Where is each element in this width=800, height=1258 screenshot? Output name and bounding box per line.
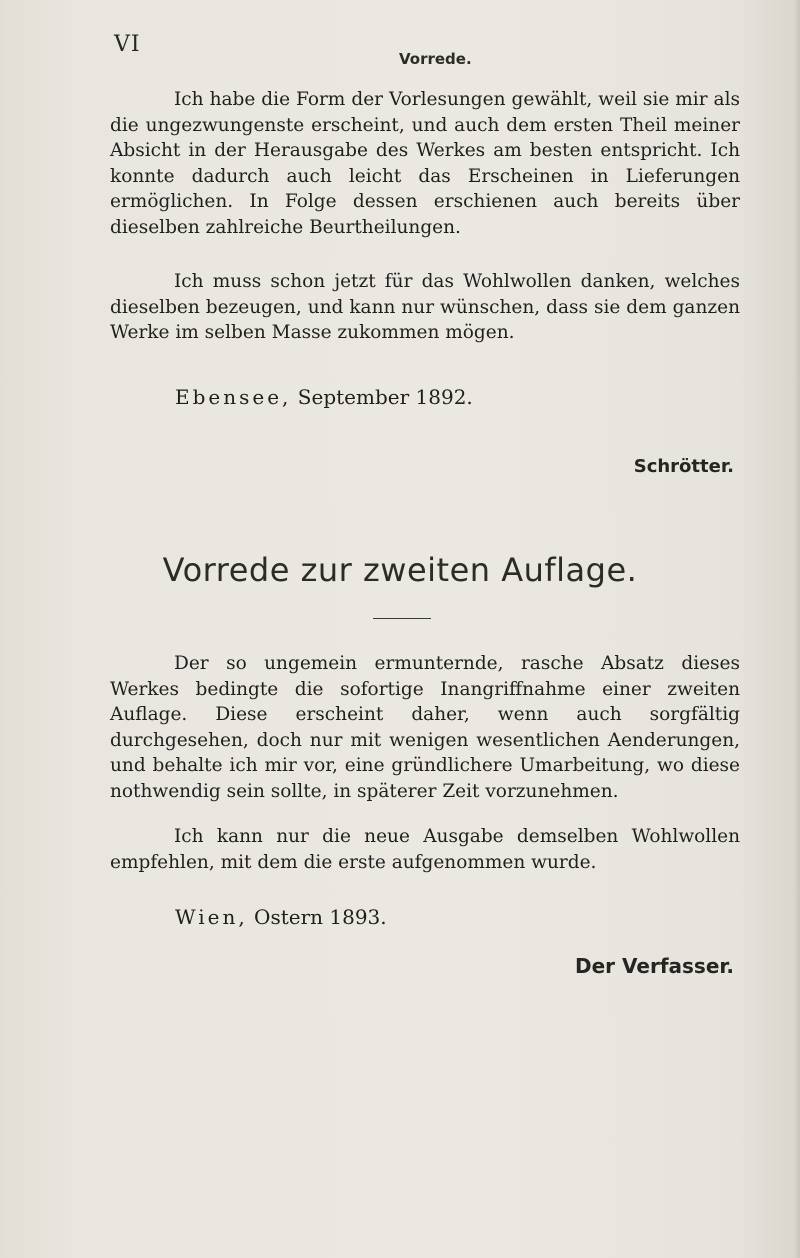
preface-paragraph-2: Ich muss schon jetzt für das Wohlwollen danken, welches dieselben bezeugen, und kann nur wünschen, dass sie dem ganzen Werke im selben Masse zukommen mögen.	[110, 271, 740, 344]
second-preface-paragraph-2: Ich kann nur die neue Ausgabe demselben Wohlwollen empfehlen, mit dem die erste aufgenommen wurde.	[110, 826, 740, 873]
second-preface-paragraph-1: Der so ungemein ermunternde, rasche Absatz dieses Werkes bedingte die sofortige Inangriffnahme einer zweiten Auflage. Diese erscheint daher, wenn auch sorgfältig durchgesehen, doch nur mit wenigen wesentlichen Aenderungen, und behalte ich mir vor, eine gründlichere Umarbeitung, wo diese nothwendig sein sollte, in späterer Zeit vorzunehmen.	[110, 653, 740, 802]
preface-place: Ebensee,	[175, 385, 292, 409]
preface-signature: Schrötter.	[633, 456, 734, 477]
second-preface-signature: Der Verfasser.	[575, 954, 734, 978]
preface-paragraph-1: Ich habe die Form der Vorlesungen gewählt, weil sie mir als die ungezwungenste erscheint, und auch dem ersten Theil meiner Absicht in der Herausgabe des Werkes am besten entspricht. Ich konnte dadurch auch leicht das Erscheinen in Lieferungen ermöglichen. In Folge dessen erschienen auch bereits über dieselben zahlreiche Beurtheilungen.	[110, 89, 740, 238]
preface-place-date	[175, 385, 473, 409]
preface-date: September 1892.	[297, 385, 473, 409]
second-preface-date: Ostern 1893.	[254, 905, 387, 929]
second-preface-place-date	[175, 905, 387, 929]
page-edge-shadow	[794, 0, 800, 1258]
page-number: VI	[114, 32, 141, 57]
heading-rule	[373, 618, 431, 619]
second-preface-place: Wien,	[175, 905, 248, 929]
running-head: Vorrede.	[399, 50, 472, 68]
second-edition-heading: Vorrede zur zweiten Auflage.	[162, 551, 638, 589]
